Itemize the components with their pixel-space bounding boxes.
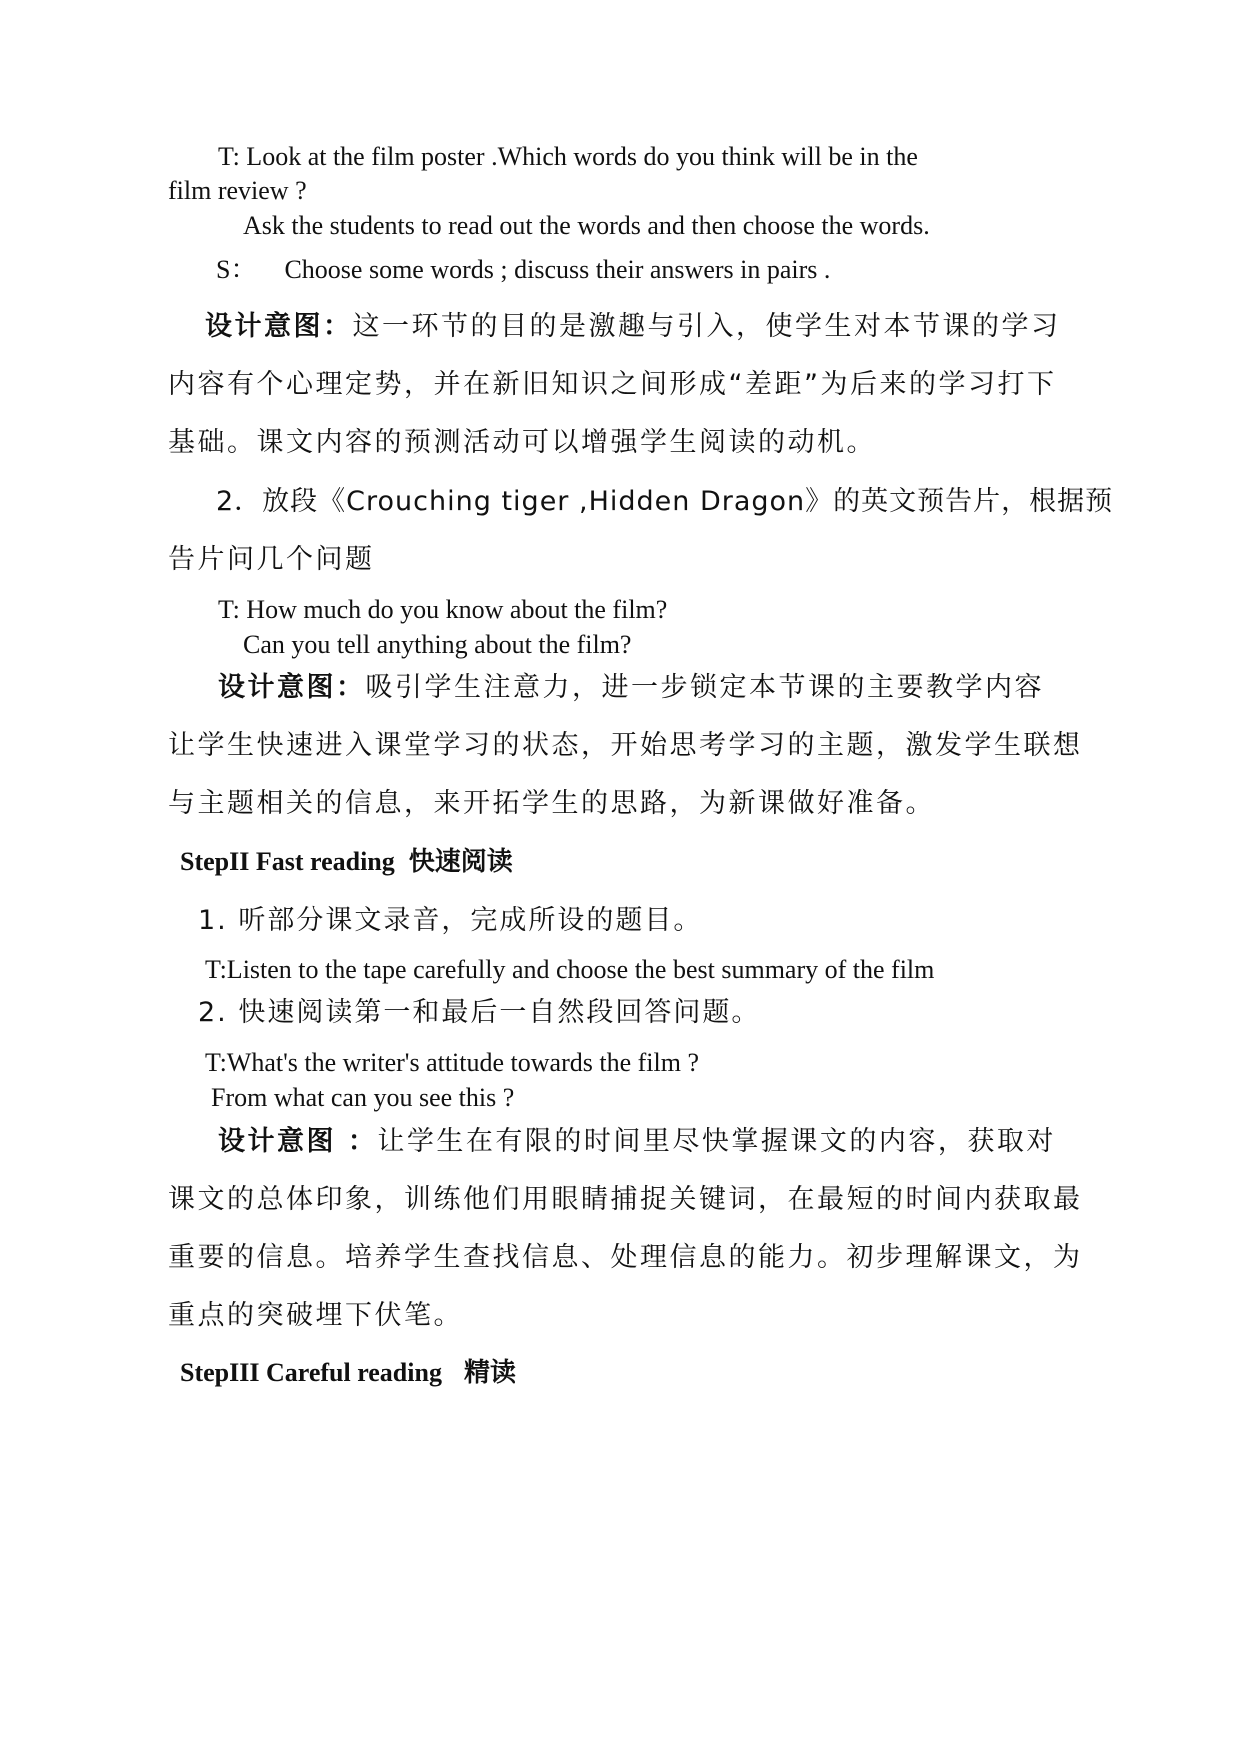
fast-reading-item-2-prompt-2: From what can you see this ?	[211, 1083, 515, 1112]
design-intent-3-line-2: 课文的总体印象，训练他们用眼睛捕捉关键词，在最短的时间内获取最	[168, 1184, 1083, 1215]
design-intent-2-line-3: 与主题相关的信息，来开拓学生的思路，为新课做好准备。	[168, 788, 935, 819]
step-3-heading	[180, 1360, 516, 1386]
fast-reading-item-2: 2. 快速阅读第一和最后一自然段回答问题。	[198, 997, 761, 1028]
design-intent-label: 设计意图：	[205, 311, 353, 342]
design-intent-1-line-3: 基础。课文内容的预测活动可以增强学生阅读的动机。	[168, 427, 876, 458]
step-3-title-zh: 精读	[463, 1358, 516, 1388]
design-intent-text: 吸引学生注意力，进一步锁定本节课的主要教学内容	[365, 672, 1044, 703]
instruction-line: Ask the students to read out the words and then choose the words.	[243, 211, 930, 240]
student-text: Choose some words ; discuss their answers in pairs .	[284, 255, 831, 284]
design-intent-text: 这一环节的目的是激趣与引入，使学生对本节课的学习	[352, 311, 1061, 342]
item-2-line-1: 2．放段《Crouching tiger ,Hidden Dragon》的英文预告片，根据预	[216, 486, 1114, 517]
design-intent-3-line-4: 重点的突破埋下伏笔。	[168, 1300, 463, 1331]
design-intent-3-line-3: 重要的信息。培养学生查找信息、处理信息的能力。初步理解课文，为	[168, 1242, 1083, 1273]
teacher-prompt-line-2: film review ?	[168, 176, 307, 205]
question-1: T: How much do you know about the film?	[218, 595, 668, 624]
student-line	[216, 257, 830, 283]
step-2-title-en: StepII Fast reading	[180, 847, 395, 876]
design-intent-3-line-1	[218, 1128, 1056, 1155]
step-3-title-en: StepIII Careful reading	[180, 1358, 442, 1387]
fast-reading-item-2-prompt-1: T:What's the writer's attitude towards the film ?	[205, 1048, 699, 1077]
teacher-prompt-line-1: T: Look at the film poster .Which words do you think will be in the	[218, 142, 918, 171]
fast-reading-item-1: 1. 听部分课文录音，完成所设的题目。	[198, 905, 703, 936]
design-intent-label: 设计意图：	[218, 672, 366, 703]
student-label: S：	[216, 255, 257, 284]
design-intent-1-line-1	[205, 313, 1061, 340]
question-2: Can you tell anything about the film?	[243, 630, 632, 659]
item-2-line-2: 告片问几个问题	[168, 544, 375, 575]
step-2-title-zh: 快速阅读	[408, 847, 513, 877]
design-intent-label: 设计意图 ：	[218, 1126, 378, 1157]
design-intent-text: 让学生在有限的时间里尽快掌握课文的内容，获取对	[377, 1126, 1056, 1157]
design-intent-1-line-2: 内容有个心理定势，并在新旧知识之间形成“差距”为后来的学习打下	[168, 369, 1057, 400]
fast-reading-item-1-prompt: T:Listen to the tape carefully and choose the best summary of the film	[205, 955, 935, 984]
design-intent-2-line-2: 让学生快速进入课堂学习的状态，开始思考学习的主题，激发学生联想	[168, 730, 1083, 761]
step-2-heading	[180, 849, 513, 875]
design-intent-2-line-1	[218, 674, 1044, 701]
